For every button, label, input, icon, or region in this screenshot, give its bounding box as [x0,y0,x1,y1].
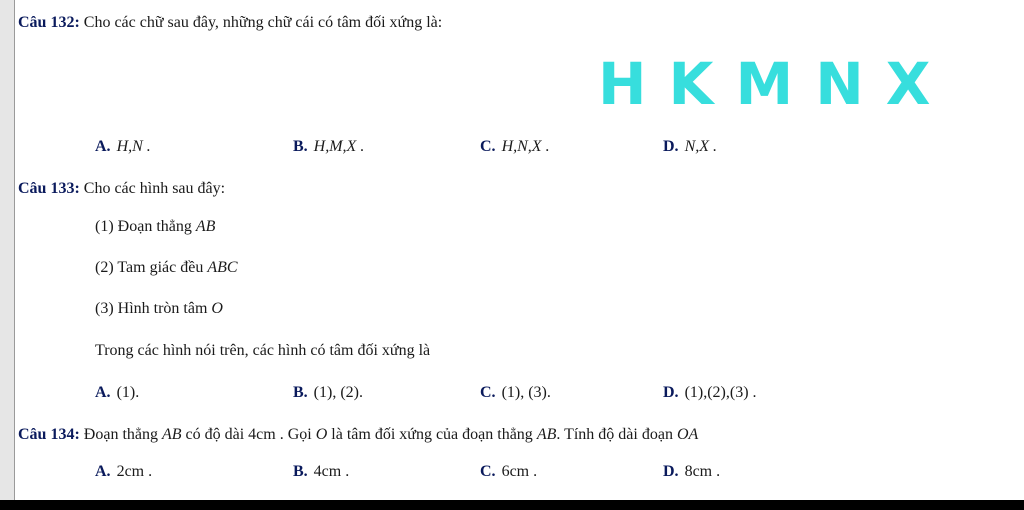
list-item: (2) Tam giác đều ABC [95,259,238,276]
option-a[interactable]: A. (1). [95,384,140,401]
list-item: (3) Hình tròn tâm O [95,300,223,317]
page-left-margin [0,0,15,510]
option-d[interactable]: D. N,X . [663,138,718,155]
letter-m: M [735,50,802,118]
question-number: Câu 132: [18,14,80,31]
letter-k: K [668,50,722,118]
option-c[interactable]: C. (1), (3). [480,384,551,401]
question-132 [18,14,442,32]
option-b[interactable]: B. H,M,X . [293,138,365,155]
option-a[interactable]: A. 2cm . [95,463,153,480]
option-d[interactable]: D. 8cm . [663,463,721,480]
question-134: Câu 134: Đoạn thẳng AB có độ dài 4cm . Gọi O là tâm đối xứng của đoạn thẳng AB. Tính độ dài đoạn OA [18,426,699,443]
question-number: Câu 134: [18,426,80,443]
option-b[interactable]: B. (1), (2). [293,384,363,401]
option-c[interactable]: C. 6cm . [480,463,538,480]
option-c[interactable]: C. H,N,X . [480,138,550,155]
option-a[interactable]: A. H,N . [95,138,151,155]
question-133 [18,180,225,198]
letter-h: H [598,50,655,118]
list-item: (1) Đoạn thẳng AB [95,218,216,235]
letter-x: X [885,50,939,118]
question-prompt: Trong các hình nói trên, các hình có tâm đối xứng là [95,342,431,359]
option-d[interactable]: D. (1),(2),(3) . [663,384,757,401]
question-text: Cho các hình sau đây: [83,180,226,197]
bottom-edge [0,500,1024,510]
question-text: Cho các chữ sau đây, những chữ cái có tâm đối xứng là: [83,14,443,31]
letter-n: N [815,50,872,118]
question-number: Câu 133: [18,180,80,197]
letters-image [598,50,952,118]
option-b[interactable]: B. 4cm . [293,463,350,480]
